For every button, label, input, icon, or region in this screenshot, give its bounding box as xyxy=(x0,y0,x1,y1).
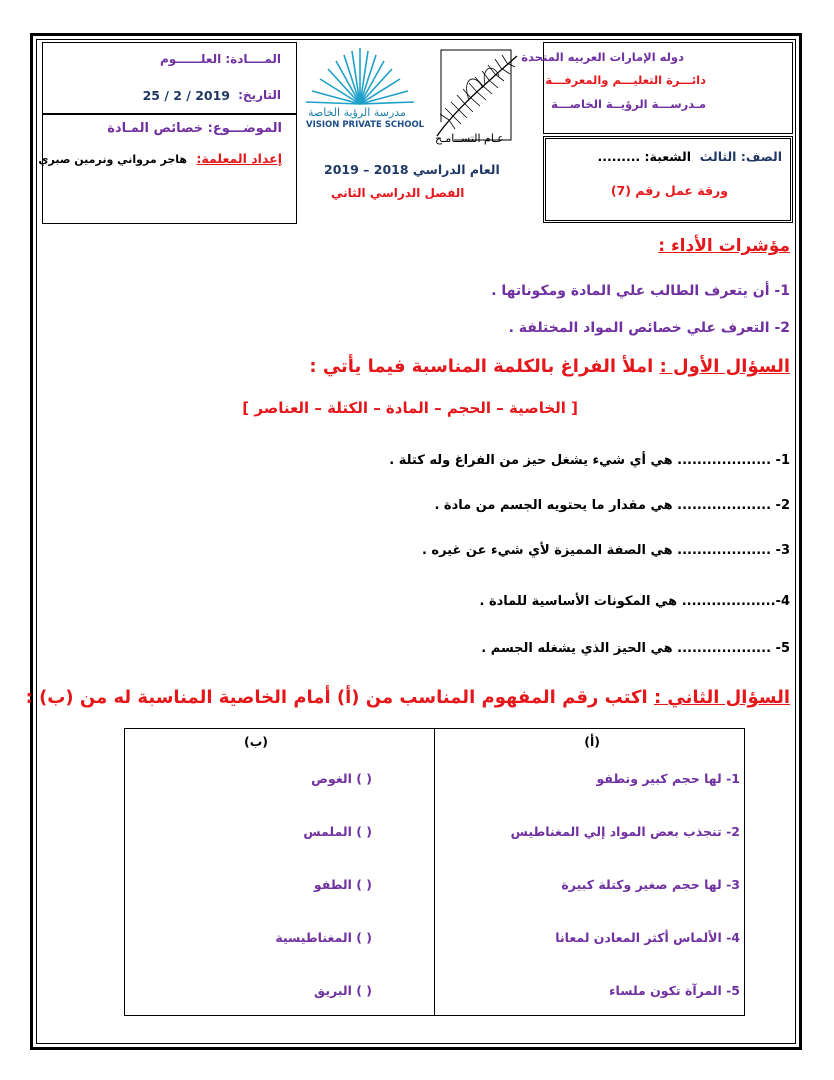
semester: الفصل الدراسي الثاني xyxy=(331,186,465,200)
indicators-title: مؤشرات الأداء : xyxy=(658,236,790,256)
country-name: دوله الإمارات العربيه المتحدة xyxy=(521,50,684,64)
worksheet-number: ورقة عمل رقم (7) xyxy=(610,183,728,198)
q1-item-3-text: ................... هي الصفة المميزة لأي شيء عن غيره . xyxy=(421,543,772,558)
q1-item-3 xyxy=(422,543,790,558)
column-a xyxy=(435,729,745,1016)
school-name: مـدرســـة الرؤيــة الخاصـــة xyxy=(551,97,706,111)
column-b-item-5: ( ) البريق xyxy=(314,983,372,998)
class-info-box xyxy=(543,136,793,223)
column-a-header: (أ) xyxy=(584,734,600,749)
grade-label: الصف: الثالث xyxy=(699,149,782,164)
column-b-item-1: ( ) الغوص xyxy=(311,771,372,786)
vision-school-logo xyxy=(300,46,425,146)
question1-prompt: املأ الفراغ بالكلمة المناسبة فيما يأتي : xyxy=(309,356,654,377)
header-left-box xyxy=(42,42,297,114)
q1-item-5-text: ................... هي الحيز الذي يشغله الجسم . xyxy=(481,641,772,656)
tolerance-year-text: عـام التســامـح xyxy=(435,132,504,145)
q1-item-4-text: ................... هي المكونات الأساسية للمادة . xyxy=(479,594,776,609)
q1-item-3-num: 3- xyxy=(775,543,790,558)
question2-heading xyxy=(26,687,790,708)
tolerance-year-logo xyxy=(425,48,531,148)
q1-item-1-text: ................... هي أي شيء يشغل حيز من الفراغ وله كتلة . xyxy=(389,453,772,468)
header-right-box xyxy=(521,42,793,134)
question1-label: السؤال الأول : xyxy=(659,356,790,377)
column-a-item-2: 2- تنجذب بعض المواد إلي المغناطيس xyxy=(510,824,740,839)
column-a-item-1: 1- لها حجم كبير وتطفو xyxy=(596,771,740,786)
date-value: 25 / 2 / 2019 xyxy=(142,88,230,103)
date-label: التاريخ: xyxy=(238,88,281,102)
q1-item-2 xyxy=(434,498,790,513)
q1-item-5 xyxy=(481,641,790,656)
q1-item-2-text: ................... هي مقدار ما يحتويه الجسم من مادة . xyxy=(434,498,772,513)
topic-label: الموضـــوع: خصائص المـادة xyxy=(107,121,282,136)
matching-table xyxy=(124,728,745,1016)
word-bank: [ الخاصية – الحجم – المادة – الكتلة – العناصر ] xyxy=(242,399,578,417)
q1-item-4-num: 4- xyxy=(775,594,790,609)
question2-label: السؤال الثاني : xyxy=(653,687,790,708)
column-b xyxy=(125,729,435,1016)
q1-item-1-num: 1- xyxy=(775,453,790,468)
school-logo-arabic: مدرسة الرؤية الخاصة xyxy=(308,106,406,119)
school-logo-english: VISION PRIVATE SCHOOL xyxy=(306,120,425,130)
column-a-item-3: 3- لها حجم صغير وكتلة كبيرة xyxy=(561,877,740,892)
q1-item-2-num: 2- xyxy=(775,498,790,513)
q1-item-1 xyxy=(389,453,790,468)
column-b-item-3: ( ) الطفو xyxy=(313,877,372,892)
column-b-item-4: ( ) المغناطيسية xyxy=(275,930,372,945)
column-a-item-5: 5- المرآة تكون ملساء xyxy=(609,983,740,998)
academic-year: العام الدراسي 2018 – 2019 xyxy=(324,162,500,177)
sunburst-icon xyxy=(300,46,420,108)
column-b-header: (ب) xyxy=(244,734,268,749)
teacher-name: هاجر مرواني ونرمين صبري xyxy=(38,153,187,166)
header-left-topic-box xyxy=(38,114,297,224)
department-name: دائـــرة التعليـــم والمعرفـــة xyxy=(545,73,706,87)
indicator-2: 2- التعرف علي خصائص المواد المختلفة . xyxy=(508,320,790,336)
subject-label: المــــادة: العلــــــوم xyxy=(159,52,281,66)
section-label: الشعبة: ......... xyxy=(597,149,691,164)
q1-item-5-num: 5- xyxy=(775,641,790,656)
column-a-item-4: 4- الألماس أكثر المعادن لمعانا xyxy=(555,930,740,945)
q1-item-4 xyxy=(479,594,790,609)
teacher-label: إعداد المعلمة: xyxy=(196,151,282,166)
column-b-item-2: ( ) الملمس xyxy=(303,824,372,839)
question2-prompt: اكتب رقم المفهوم المناسب من (أ) أمام الخاصية المناسبة له من (ب) : xyxy=(25,687,648,708)
indicator-1: 1- أن يتعرف الطالب علي المادة ومكوناتها . xyxy=(491,283,790,299)
question1-heading xyxy=(309,356,790,377)
